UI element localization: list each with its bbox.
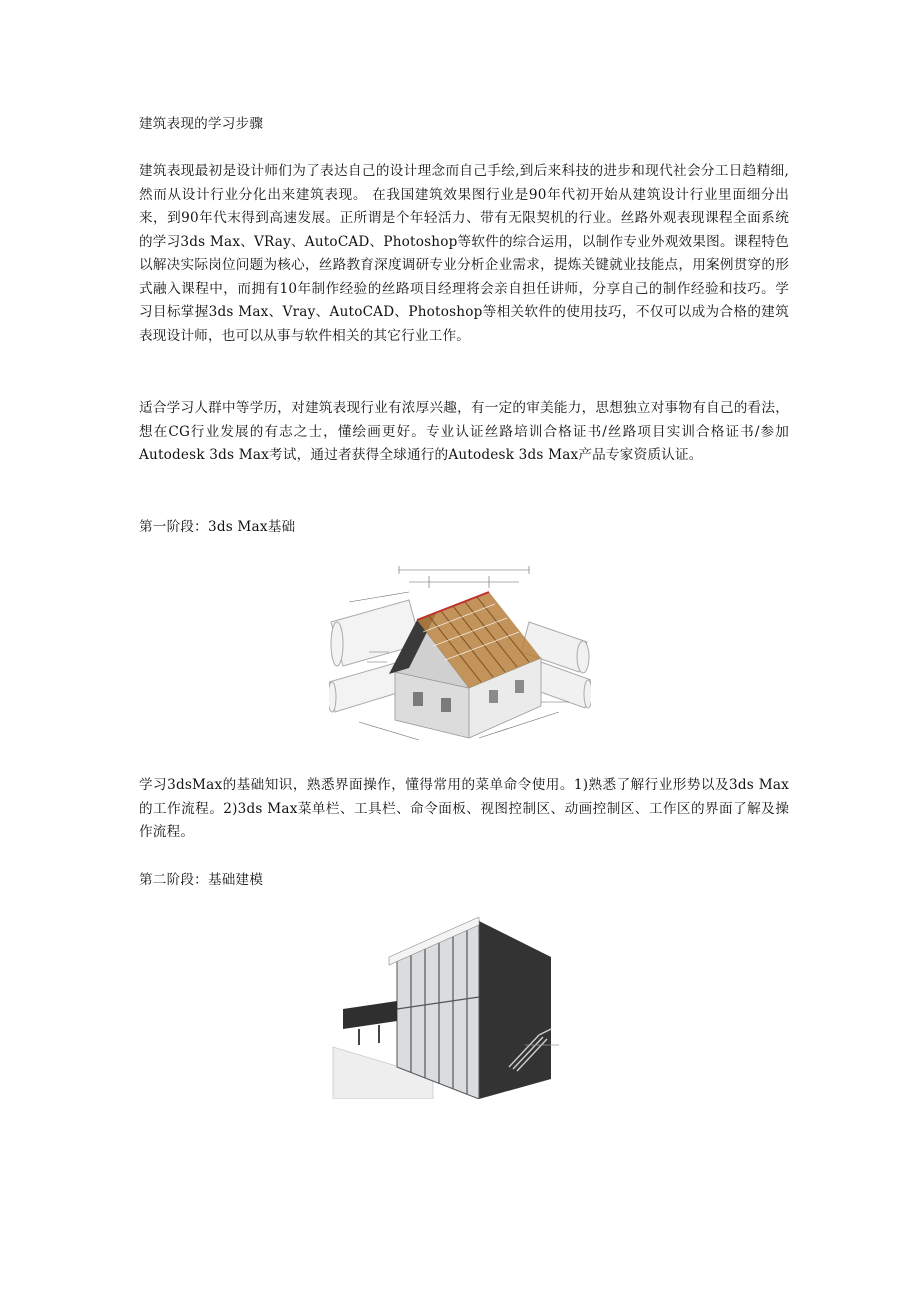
- house-construction-image: [329, 562, 591, 748]
- modern-building-image: [329, 917, 591, 1099]
- audience-paragraph: 适合学习人群中等学历，对建筑表现行业有浓厚兴趣，有一定的审美能力，思想独立对事物有自己的看法，想在CG行业发展的有志之士，懂绘画更好。专业认证丝路培训合格证书/丝路项目实训合格证书/参加Autodesk 3ds Max考试，通过者获得全球通行的Autodesk 3ds Max产品专家资质认证。: [139, 400, 789, 463]
- intro-paragraph: 建筑表现最初是设计师们为了表达自己的设计理念而自己手绘,到后来科技的进步和现代社会分工日趋精细,然而从设计行业分化出来建筑表现。 在我国建筑效果图行业是90年代初开始从建筑设计行业里面细分出来，到90年代末得到高速发展。正所谓是个年轻活力、带有无限契机的行业。丝路外观表现课程全面系统的学习3ds Max、VRay、AutoCAD、Photoshop等软件的综合运用，以制作专业外观效果图。课程特色以解决实际岗位问题为核心，丝路教育深度调研专业分析企业需求，提炼关键就业技能点，用案例贯穿的形式融入课程中，而拥有10年制作经验的丝路项目经理将会亲自担任讲师，分享自己的制作经验和技巧。学习目标掌握3ds Max、Vray、AutoCAD、Photoshop等相关软件的使用技巧，不仅可以成为合格的建筑表现设计师，也可以从事与软件相关的其它行业工作。: [139, 163, 789, 344]
- document-title: 建筑表现的学习步骤: [139, 116, 264, 132]
- stage2-heading: 第二阶段：基础建模: [139, 872, 264, 888]
- stage1-paragraph: 学习3dsMax的基础知识，熟悉界面操作，懂得常用的菜单命令使用。1)熟悉了解行业形势以及3ds Max的工作流程。2)3ds Max菜单栏、工具栏、命令面板、视图控制区、动画控制区、工作区的界面了解及操作流程。: [139, 777, 789, 840]
- stage1-heading: 第一阶段：3ds Max基础: [139, 519, 296, 535]
